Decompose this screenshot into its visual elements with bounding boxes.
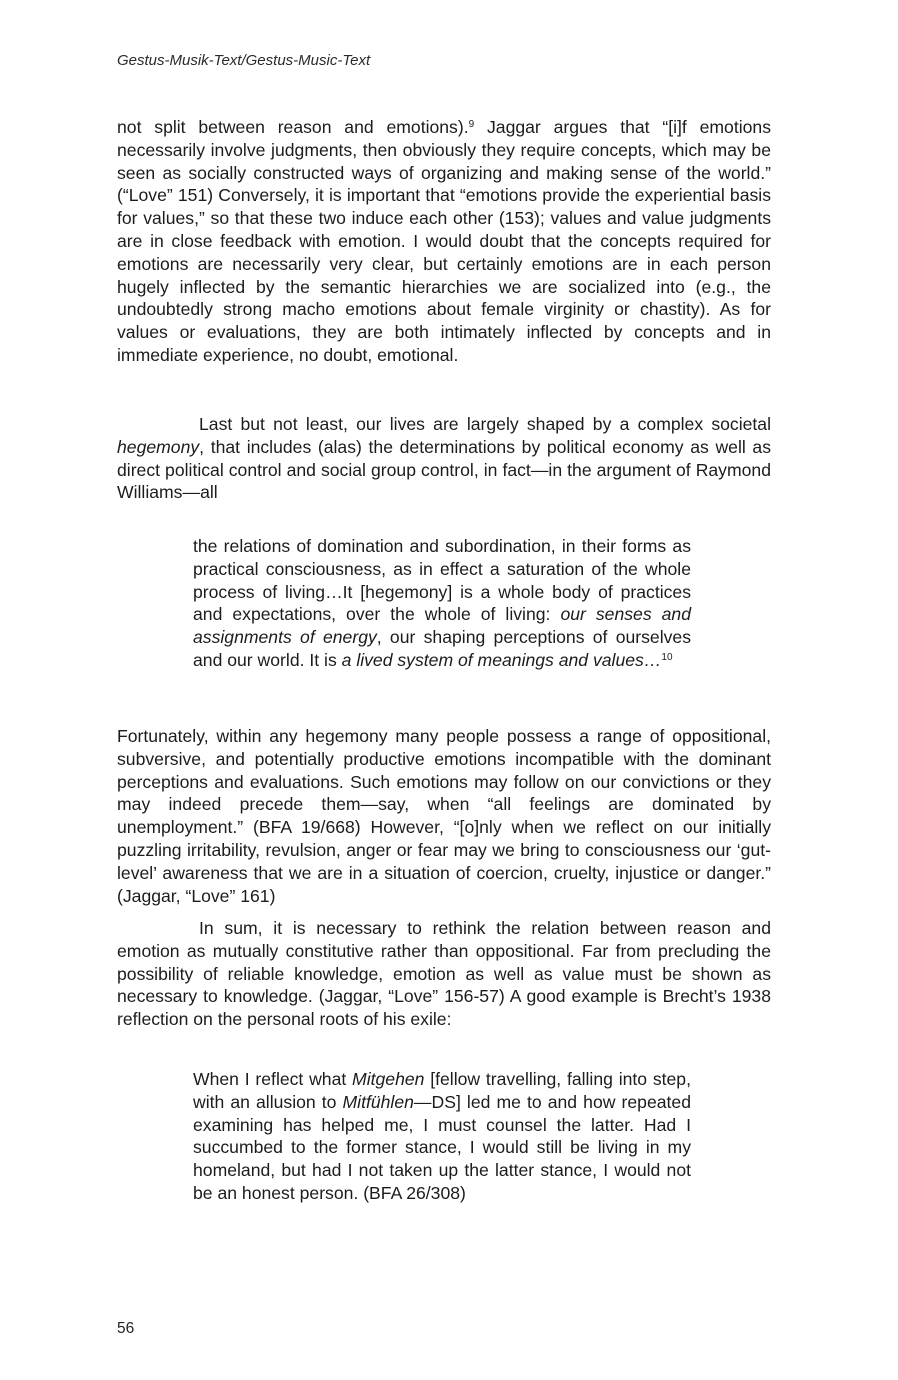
- paragraph-1-text-b: Jaggar argues that “[i]f emotions necessarily involve judgments, then obviously they require concepts, which may be seen as socially constructed ways of organizing and making sense of the world.” (“Love” 151) Conversely, it is important that “emotions provide the experiential basis for values,” so that these two induce each other (153); values and value judgments are in close feedback with emotion. I would doubt that the concepts required for emotions are necessarily very clear, but certainly emotions are in each person hugely inflected by the semantic hierarchies we are socialized into (e.g., the undoubtedly strong macho emotions about female virginity or chastity). As for values or evaluations, they are both intimately inflected by concepts and in immediate experience, no doubt, emotional.: [117, 117, 771, 365]
- quote-2-text-a: When I reflect what: [193, 1069, 353, 1089]
- running-head: Gestus-Musik-Text/Gestus-Music-Text: [117, 52, 371, 69]
- quote-1-emphasis-2: a lived system of meanings and values…: [341, 649, 662, 670]
- paragraph-1-text-a: not split between reason and emotions).: [117, 117, 469, 137]
- block-quote-williams: [193, 535, 691, 672]
- paragraph-3: Fortunately, within any hegemony many people possess a range of oppositional, subversive, and potentially productive emotions incompatible with the dominant perceptions and evaluations. Such emotions may follow on our convictions or they may indeed precede them—say, when “all feelings are dominated by unemployment.” (BFA 19/668) However, “[o]nly when we reflect on our initially puzzling irritability, revulsion, anger or fear may we bring to consciousness our ‘gut-level’ awareness that we are in a situation of coercion, cruelty, injustice or danger.” (Jaggar, “Love” 161): [117, 726, 771, 906]
- quote-1-text-a: the relations of domination and subordination, in their forms as practical consciousness, as in effect a saturation of the whole process of living…It [hegemony] is a whole body of practices and expectations, over the whole of living:: [193, 536, 691, 625]
- quote-2-text-b: [fellow travelling, falling into step, with an allusion to: [193, 1069, 691, 1112]
- footnote-ref-9[interactable]: 9: [468, 119, 475, 130]
- quote-1-text-b: , our shaping perceptions of ourselves and our world. It is: [193, 627, 691, 670]
- paragraph-2-text-a: Last but not least, our lives are largely shaped by a complex societal: [199, 414, 771, 434]
- paragraph-2: [117, 413, 771, 504]
- paragraph-2-emphasis: hegemony: [117, 436, 200, 457]
- block-quote-brecht: [193, 1068, 691, 1205]
- page-number: 56: [117, 1320, 135, 1337]
- paragraph-1: [117, 116, 771, 367]
- quote-2-emphasis-2: Mitfühlen: [342, 1091, 414, 1112]
- footnote-ref-10[interactable]: 10: [661, 651, 673, 663]
- quote-2-emphasis-1: Mitgehen: [352, 1069, 425, 1089]
- quote-2-text-c: —DS] led me to and how repeated examining has helped me, I must counsel the latter. Had I succumbed to the former stance, I would still be living in my homeland, but had I not taken up the latter stance, I would not be an honest person. (BFA 26/308): [193, 1091, 691, 1203]
- quote-1-emphasis-1: our senses and assignments of energy: [193, 604, 691, 648]
- paragraph-4: In sum, it is necessary to rethink the relation between reason and emotion as mutually constitutive rather than oppositional. Far from precluding the possibility of reliable knowledge, emotion as well as value must be shown as necessary to knowledge. (Jaggar, “Love” 156-57) A good example is Brecht’s 1938 reflection on the personal roots of his exile:: [117, 918, 771, 1030]
- paragraph-2-text-b: , that includes (alas) the determinations by political economy as well as direct political control and social group control, in fact—in the argument of Raymond Williams—all: [117, 436, 771, 503]
